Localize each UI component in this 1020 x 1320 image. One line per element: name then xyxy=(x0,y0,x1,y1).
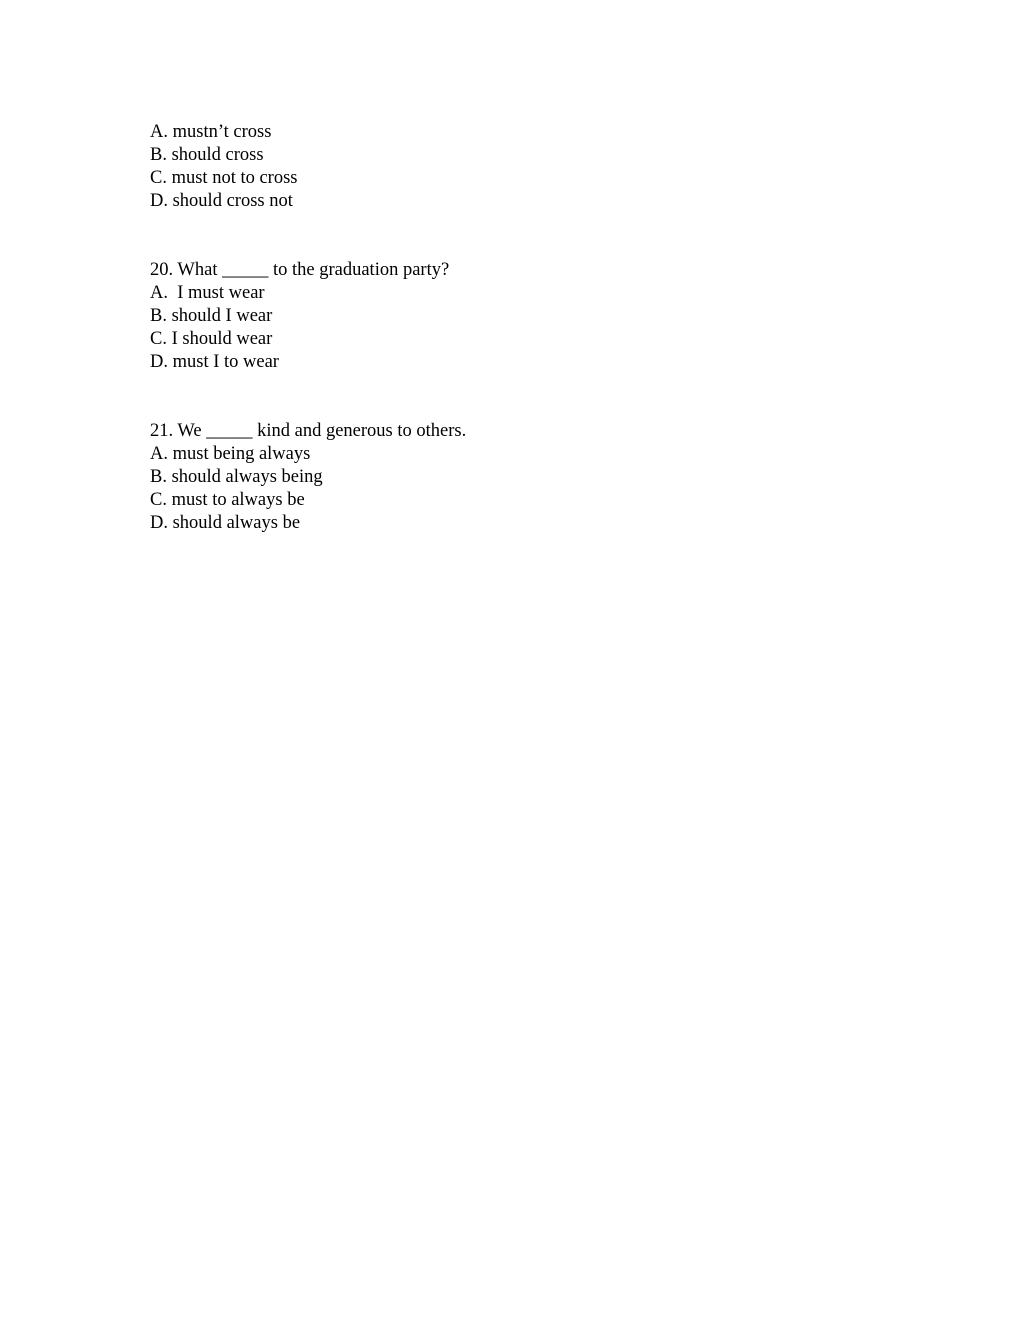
option-c: C. I should wear xyxy=(150,329,273,349)
question-prompt: 20. What _____ to the graduation party? xyxy=(150,260,450,280)
option-d: D. should always be xyxy=(150,513,301,533)
question-prompt: 21. We _____ kind and generous to others. xyxy=(150,421,467,441)
option-a: A. mustn’t cross xyxy=(150,122,272,142)
option-c: C. must not to cross xyxy=(150,168,298,188)
option-d: D. should cross not xyxy=(150,191,293,211)
question-21 xyxy=(150,420,466,535)
option-b: B. should cross xyxy=(150,145,264,165)
option-d: D. must I to wear xyxy=(150,352,279,372)
option-b: B. should I wear xyxy=(150,306,273,326)
option-b: B. should always being xyxy=(150,467,323,487)
option-a: A. must being always xyxy=(150,444,311,464)
option-c: C. must to always be xyxy=(150,490,305,510)
option-a: A. I must wear xyxy=(150,283,265,303)
question-19-options xyxy=(150,121,298,213)
question-20 xyxy=(150,259,449,374)
